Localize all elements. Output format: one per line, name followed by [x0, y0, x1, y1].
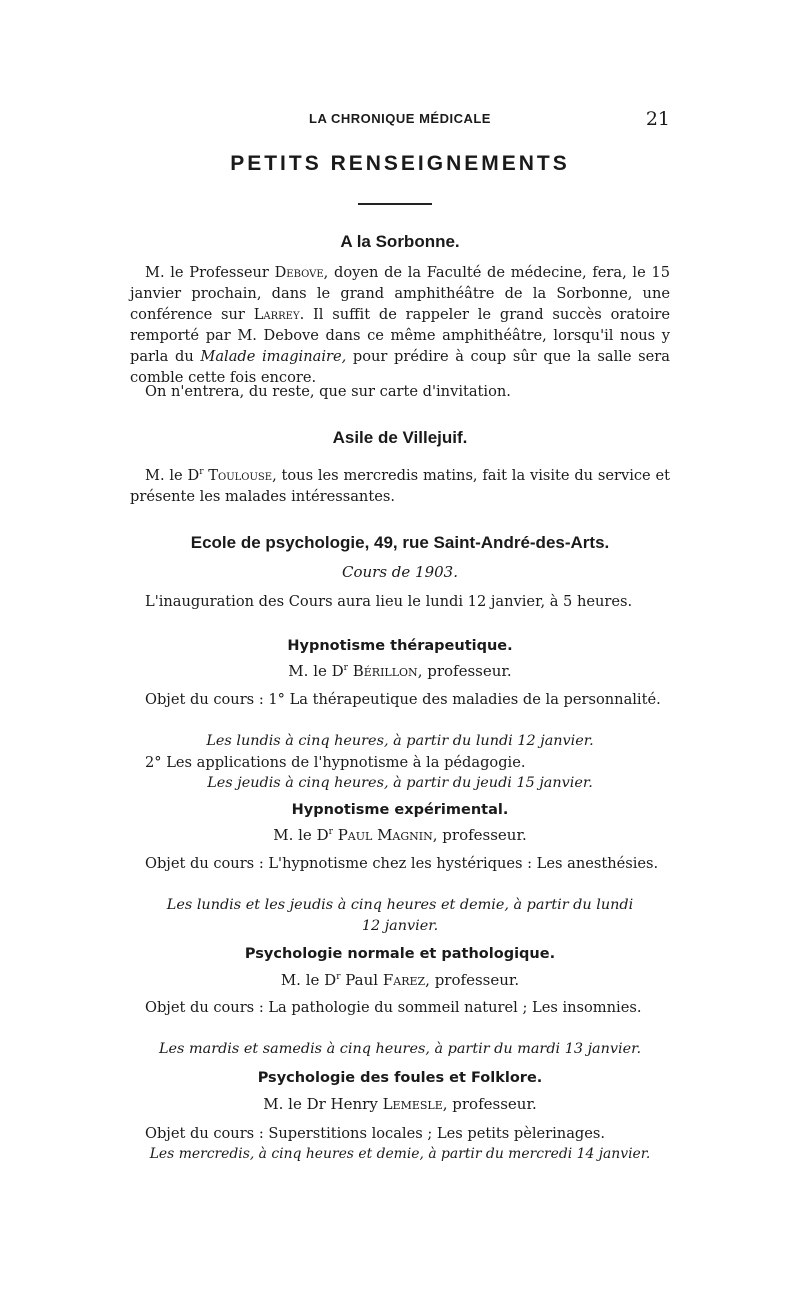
course-professor-1: M. le $D^r$ Bérillon, professeur.: [288, 662, 512, 680]
course-schedule-4: Les mercredis, à cinq heures et demie, à partir du mercredi 14 janvier.: [149, 1146, 651, 1162]
page-number: 21: [645, 108, 670, 130]
course-schedule-2b: 12 janvier.: [361, 918, 439, 934]
course-schedule-1a: Les lundis à cinq heures, à partir du lundi 12 janvier.: [206, 733, 594, 749]
course-schedule-2a: Les lundis et les jeudis à cinq heures et demie, à partir du lundi: [166, 897, 634, 913]
paragraph-sorbonne: M. le Professeur Debove, doyen de la Faculté de médecine, fera, le 15 janvier prochain, dans le grand amphithéâtre de la Sorbonne, une conférence sur Larrey. Il suffit de rappeler le grand succès oratoire remporté par M. Debove dans ce même amphithéâtre, lorsqu'il nous y parla du Malade imaginaire, pour prédire à coup sûr que la salle sera comble cette fois encore.: [130, 264, 670, 386]
heading-villejuif: Asile de Villejuif.: [332, 428, 468, 447]
course-objective-1: Objet du cours : 1° La thérapeutique des maladies de la personnalité.: [145, 691, 661, 708]
paragraph-villejuif: M. le $D^r$ Toulouse, tous les mercredis matins, fait la visite du service et présente les malades intéressantes.: [130, 466, 670, 505]
course-schedule-3: Les mardis et samedis à cinq heures, à partir du mardi 13 janvier.: [158, 1041, 642, 1057]
course-schedule-1b: Les jeudis à cinq heures, à partir du jeudi 15 janvier.: [207, 775, 593, 791]
paragraph-inauguration: L'inauguration des Cours aura lieu le lundi 12 janvier, à 5 heures.: [145, 593, 633, 610]
section-title: PETITS RENSEIGNEMENTS: [230, 152, 570, 175]
course-title-4: Psychologie des foules et Folklore.: [257, 1070, 543, 1086]
heading-sorbonne: A la Sorbonne.: [340, 232, 460, 251]
subheading-cours: Cours de 1903.: [342, 563, 458, 581]
course-objective-3: Objet du cours : La pathologie du sommeil naturel ; Les insomnies.: [145, 999, 642, 1016]
paragraph-invitation: On n'entrera, du reste, que sur carte d'invitation.: [145, 383, 511, 400]
course-professor-4: M. le Dr Henry Lemesle, professeur.: [263, 1095, 537, 1113]
running-head: [130, 108, 670, 130]
divider-rule: [358, 203, 432, 205]
course-title-1: Hypnotisme thérapeutique.: [287, 638, 513, 654]
heading-ecole: Ecole de psychologie, 49, rue Saint-André-des-Arts.: [190, 533, 610, 552]
course-title-2: Hypnotisme expérimental.: [291, 802, 509, 818]
course-professor-2: M. le $D^r$ Paul Magnin, professeur.: [273, 826, 527, 844]
course-objective-1b: 2° Les applications de l'hypnotisme à la pédagogie.: [145, 754, 526, 771]
course-title-3: Psychologie normale et pathologique.: [244, 946, 556, 962]
course-professor-3: M. le $D^r$ Paul Farez, professeur.: [280, 971, 520, 989]
course-objective-4: Objet du cours : Superstitions locales ; Les petits pèlerinages.: [145, 1125, 605, 1142]
course-objective-2: Objet du cours : L'hypnotisme chez les hystériques : Les anesthésies.: [145, 855, 659, 872]
journal-title: LA CHRONIQUE MÉDICALE: [309, 111, 491, 126]
